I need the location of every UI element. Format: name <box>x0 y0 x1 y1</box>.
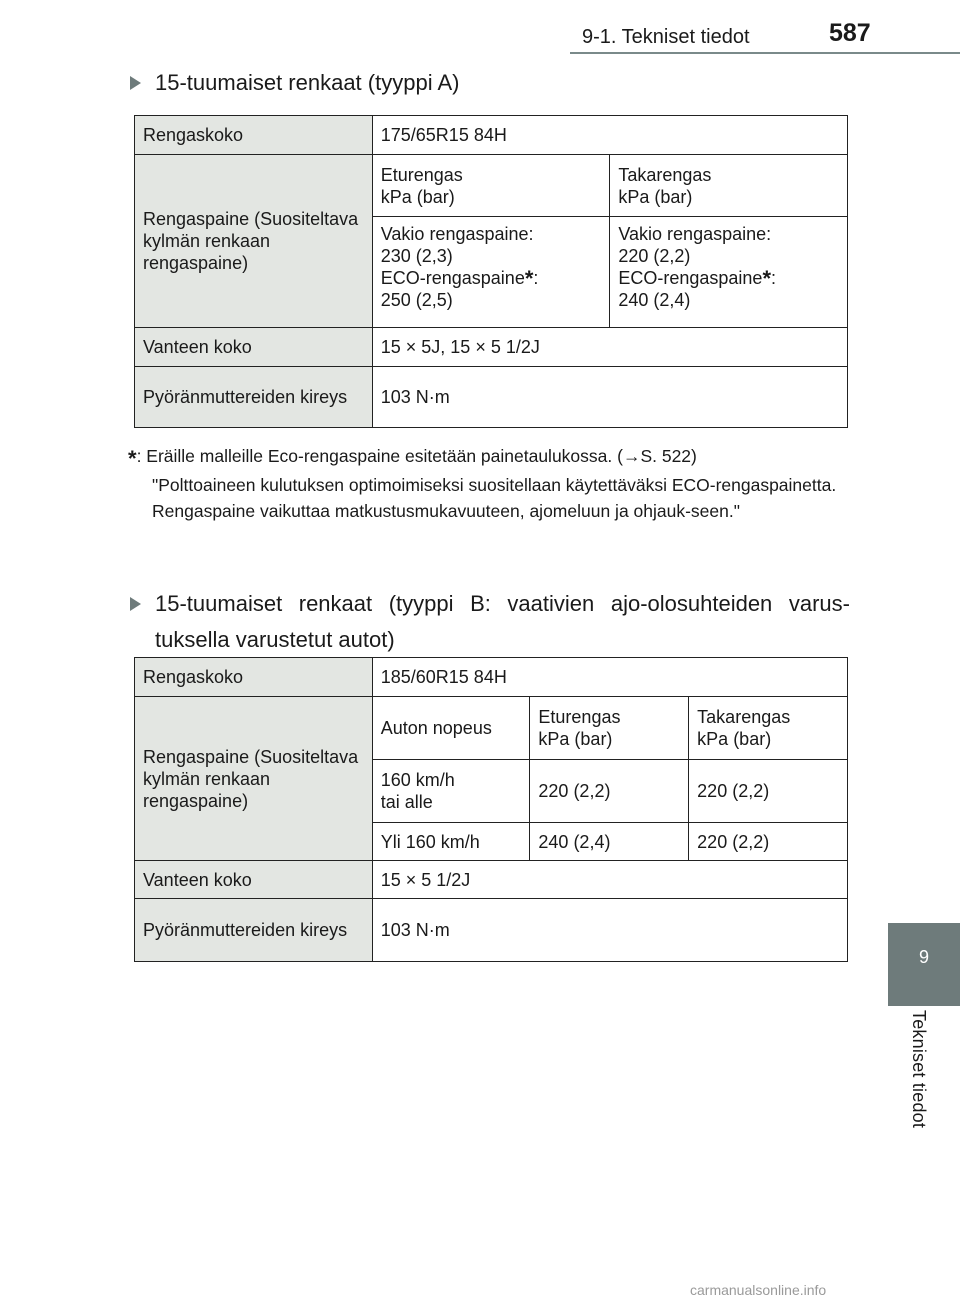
front-header <box>372 155 610 217</box>
wheel-size-label: Vanteen koko <box>135 328 373 367</box>
section-b-heading-text: 15-tuumaiset renkaat (tyyppi B: vaativien ajo-olosuhteiden varus-tuksella varustetut autot) <box>155 591 850 652</box>
table-row <box>135 861 848 899</box>
tire-spec-table-b <box>134 657 848 962</box>
table-row <box>135 658 848 697</box>
nut-torque-value: 103 N·m <box>372 367 847 428</box>
table-row <box>135 899 848 962</box>
colon: : <box>533 268 539 288</box>
rear-std-value: 220 (2,2) <box>618 246 691 266</box>
table-row <box>135 116 848 155</box>
front-std-value: 230 (2,3) <box>380 246 453 266</box>
nut-torque-label: Pyöränmuttereiden kireys <box>135 899 373 962</box>
rear-header-line1: Takarengas <box>697 707 791 727</box>
triangle-bullet-icon <box>130 597 141 611</box>
wheel-size-label: Vanteen koko <box>135 861 373 899</box>
front-pressure-cell: 240 (2,4) <box>530 823 689 861</box>
tire-size-value: 175/65R15 84H <box>372 116 847 155</box>
footnote-line3: Rengaspaine vaikuttaa matkustusmukavuuteen, ajomeluun ja ohjauk-seen." <box>152 501 740 521</box>
page-number: 587 <box>829 19 871 47</box>
front-header-line1: Eturengas <box>538 707 621 727</box>
tire-size-label: Rengaskoko <box>135 658 373 697</box>
nut-torque-value: 103 N·m <box>372 899 847 962</box>
section-label: 9-1. Tekniset tiedot <box>582 26 750 48</box>
watermark: carmanualsonline.info <box>690 1282 827 1298</box>
front-std-label: Vakio rengaspaine: <box>380 224 534 244</box>
section-a-heading-text: 15-tuumaiset renkaat (tyyppi A) <box>155 70 460 95</box>
speed-header: Auton nopeus <box>372 697 530 760</box>
tire-spec-table-a <box>134 115 848 428</box>
front-pressure-cell: 220 (2,2) <box>530 760 689 823</box>
pressure-label: Rengaspaine (Suositeltava kylmän renkaan rengaspaine) <box>135 155 373 328</box>
rear-header-line2: kPa (bar) <box>618 186 693 207</box>
rear-header <box>610 155 848 217</box>
front-header <box>530 697 689 760</box>
asterisk-marker: * <box>524 266 534 291</box>
nut-torque-label: Pyöränmuttereiden kireys <box>135 367 373 428</box>
footnote <box>128 443 840 524</box>
table-row <box>135 367 848 428</box>
speed-line2: tai alle <box>380 792 433 812</box>
colon: : <box>771 268 777 288</box>
section-b-heading <box>130 586 850 658</box>
front-header-line2: kPa (bar) <box>380 186 455 207</box>
chapter-tab <box>888 923 960 1006</box>
chapter-tab-label: Tekniset tiedot <box>909 1010 929 1129</box>
footnote-line1-row <box>128 443 840 472</box>
page-header <box>0 0 960 56</box>
speed-cell: Yli 160 km/h <box>372 823 530 861</box>
table-row <box>135 697 848 760</box>
wheel-size-value: 15 × 5 1/2J <box>372 861 847 899</box>
footnote-line2: "Polttoaineen kulutuksen optimoimiseksi suositellaan käytettäväksi ECO-rengaspainetta. <box>152 475 837 495</box>
triangle-bullet-icon <box>130 76 141 90</box>
front-eco-label: ECO-rengaspaine <box>380 268 525 288</box>
tire-size-value: 185/60R15 84H <box>372 658 847 697</box>
table-row <box>135 155 848 217</box>
table-row <box>135 328 848 367</box>
chapter-tab-number: 9 <box>918 947 929 967</box>
section-a-heading <box>130 70 459 96</box>
front-eco-value: 250 (2,5) <box>380 290 453 310</box>
rear-eco-value: 240 (2,4) <box>618 290 691 310</box>
front-header-line1: Eturengas <box>380 164 463 185</box>
asterisk-marker: * <box>762 266 772 291</box>
rear-header <box>689 697 848 760</box>
rear-pressure-values <box>610 217 848 328</box>
pressure-label: Rengaspaine (Suositeltava kylmän renkaan rengaspaine) <box>135 697 373 861</box>
front-header-line2: kPa (bar) <box>538 729 613 749</box>
rear-header-line1: Takarengas <box>618 164 712 185</box>
speed-line1: 160 km/h <box>380 770 455 790</box>
front-eco-line <box>381 267 602 289</box>
rear-header-line2: kPa (bar) <box>697 729 772 749</box>
rear-eco-line <box>618 267 839 289</box>
wheel-size-value: 15 × 5J, 15 × 5 1/2J <box>372 328 847 367</box>
speed-cell <box>372 760 530 823</box>
rear-std-label: Vakio rengaspaine: <box>618 224 772 244</box>
rear-pressure-cell: 220 (2,2) <box>689 823 848 861</box>
rear-eco-label: ECO-rengaspaine <box>618 268 763 288</box>
header-rule <box>570 52 960 54</box>
tire-size-label: Rengaskoko <box>135 116 373 155</box>
footnote-marker: * <box>128 446 137 471</box>
footnote-line1: : Eräille malleille Eco-rengaspaine esitetään painetaulukossa. (→S. 522) <box>136 446 697 466</box>
front-pressure-values <box>372 217 610 328</box>
rear-pressure-cell: 220 (2,2) <box>689 760 848 823</box>
